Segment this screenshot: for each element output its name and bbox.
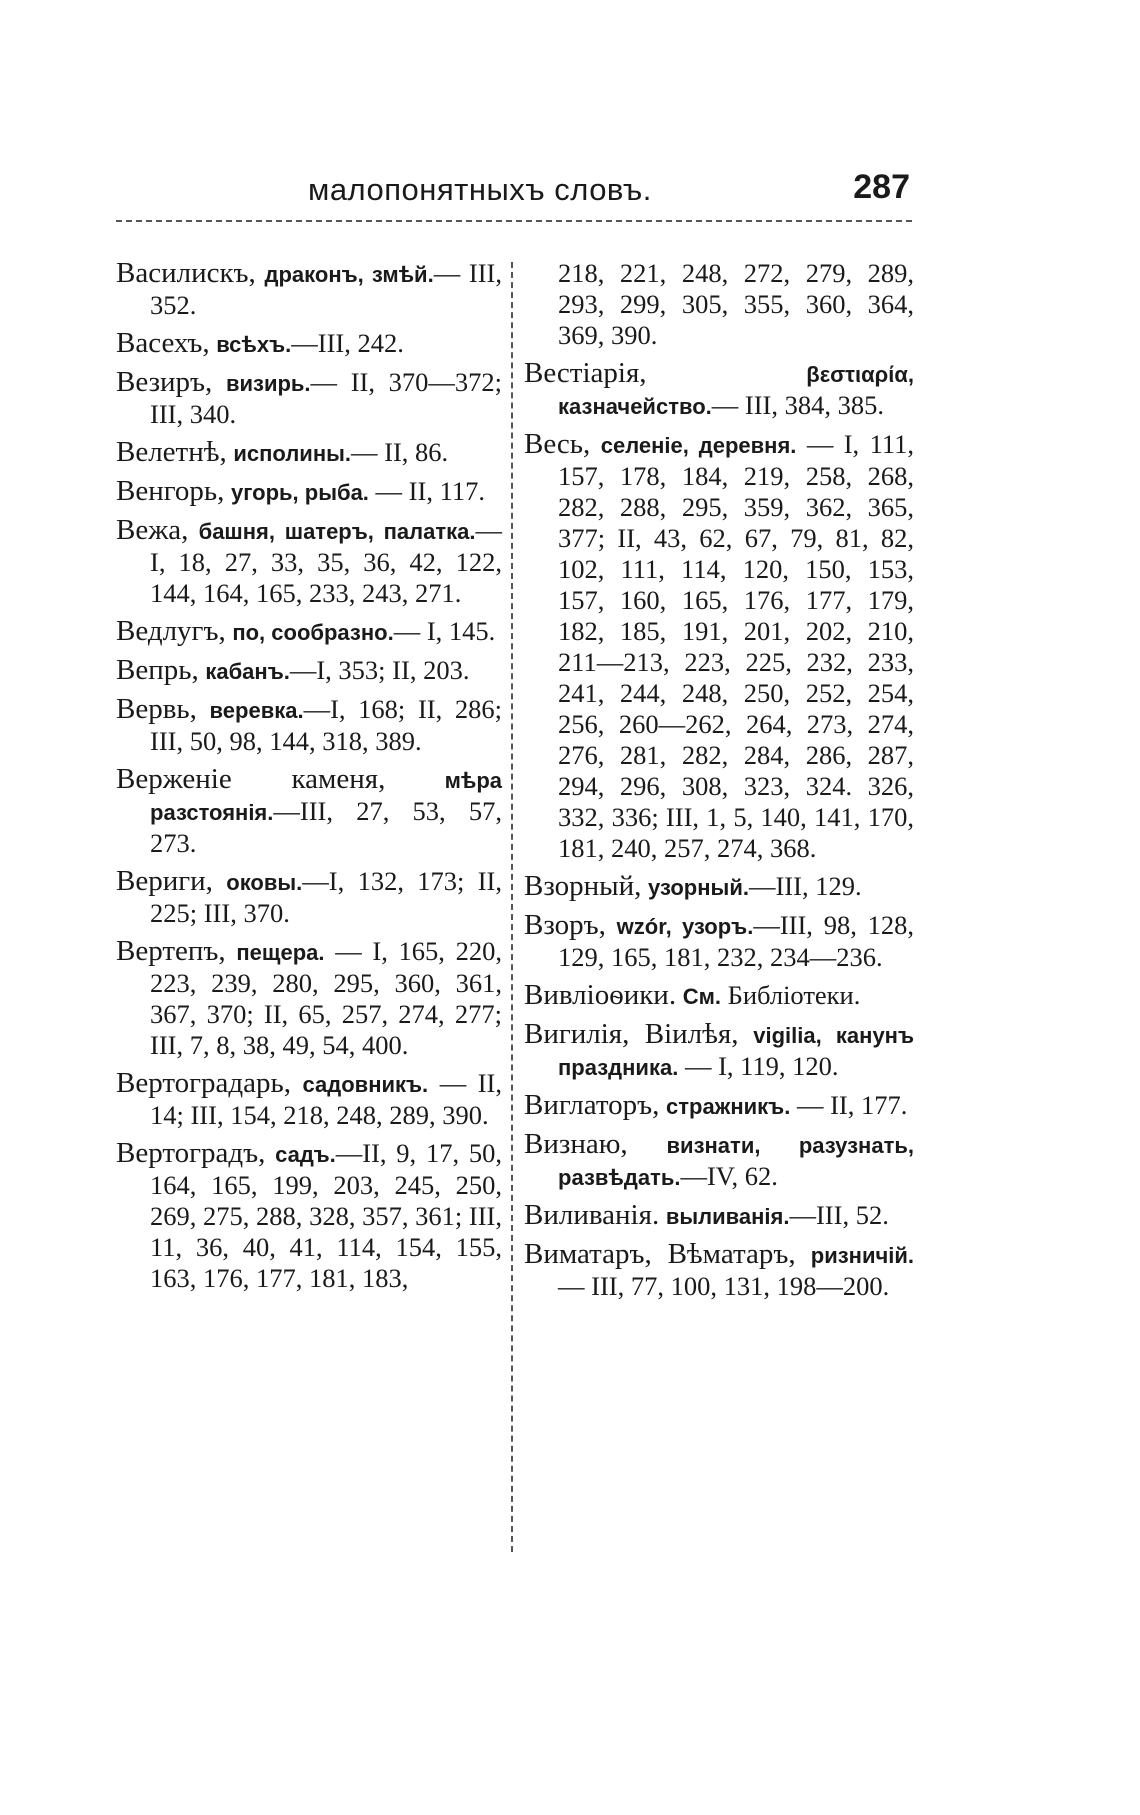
dictionary-entry: [116, 328, 502, 360]
running-title: малопонятныхъ словъ.: [308, 172, 652, 207]
entry-references: —III, 52.: [789, 1200, 889, 1230]
entry-gloss: выливанiя.: [665, 1204, 790, 1229]
entry-gloss: драконъ, змѣй.: [264, 262, 434, 287]
entry-references: — I, 111, 157, 178, 184, 219, 258, 268, 282, 288, 295, 359, 362, 365, 377; II, 43, 62, 67, 79, 81, 82, 102, 111, 114, 120, 150, 153, 157, 160, 165, 176, 177, 179, 182, 185, 191, 201, 202, 210, 211—213, 223, 225, 232, 233, 241, 244, 248, 250, 252, 254, 256, 260—262, 264, 273, 274, 276, 281, 282, 284, 286, 287, 294, 296, 308, 323, 324. 326, 332, 336; III, 1, 5, 140, 141, 170, 181, 240, 257, 274, 368.: [558, 429, 915, 863]
dictionary-entry: [116, 616, 502, 648]
entry-references: — III, 77, 100, 131, 198—200.: [558, 1271, 890, 1301]
column-divider: [511, 262, 513, 1552]
dictionary-entry: [524, 1239, 914, 1302]
entry-references: —II, 9, 17, 50, 164, 165, 199, 203, 245, 250, 269, 275, 288, 328, 357, 361; III, 11, 36, 40, 41, 114, 154, 155, 163, 176, 177, 181, 183,: [150, 1138, 502, 1293]
dictionary-entry: [524, 1090, 914, 1122]
dictionary-entry: [524, 1129, 914, 1193]
entry-headword: Венгорь,: [116, 475, 225, 507]
entry-references: —III, 242.: [291, 328, 404, 358]
right-column: [524, 258, 914, 1309]
entry-references: —I, 132, 173; II, 225; III, 370.: [150, 866, 503, 928]
dictionary-entry: [116, 655, 502, 687]
entry-headword: Вигилiя, Вiилѣя,: [524, 1018, 739, 1050]
dictionary-entry: [116, 866, 502, 929]
entry-gloss: всѣхъ.: [216, 332, 292, 357]
entry-gloss: См.: [682, 984, 721, 1009]
entry-headword: Верженiе каменя,: [116, 763, 386, 795]
entry-references: —IV, 62.: [680, 1161, 778, 1191]
entry-gloss: wzór, узоръ.: [616, 914, 754, 939]
entry-gloss: vigilia, канунъ праздника.: [558, 1023, 915, 1080]
entry-references: — I, 145.: [393, 616, 496, 646]
dictionary-entry: [116, 1138, 502, 1294]
entry-gloss: βεστιαρία, казначейство.: [558, 362, 914, 419]
running-header: [116, 168, 912, 222]
entry-headword: Вестiарiя,: [524, 357, 647, 389]
entry-gloss: пещера.: [236, 940, 325, 965]
page-number: 287: [853, 168, 910, 206]
dictionary-entry: [116, 367, 502, 430]
dictionary-entry: [524, 1019, 914, 1083]
entry-headword: Взорный,: [524, 870, 642, 902]
entry-gloss: башня, шатеръ, палатка.: [198, 519, 476, 544]
dictionary-entry: [524, 871, 914, 903]
entry-gloss: угорь, рыба.: [231, 480, 369, 505]
entry-headword: Вертоградъ,: [116, 1137, 266, 1169]
dictionary-entry: [116, 764, 502, 859]
entry-headword: Ведлугъ,: [116, 615, 226, 647]
entry-references: — II, 117.: [368, 476, 485, 506]
dictionary-entry: [524, 980, 914, 1012]
entry-references: — I, 165, 220, 223, 239, 280, 295, 360, 361, 367, 370; II, 65, 257, 274, 277; III, 7, 8, 38, 49, 54, 400.: [150, 936, 503, 1060]
entry-references: — II, 370—372; III, 340.: [150, 367, 502, 429]
entry-references: — III, 352.: [150, 258, 503, 320]
entry-gloss: исполины.: [233, 441, 352, 466]
entry-references: — II, 86.: [351, 437, 449, 467]
entry-headword: Вервь,: [116, 693, 197, 725]
entry-headword: Вертоградарь,: [116, 1067, 291, 1099]
entry-headword: Василискъ,: [116, 257, 256, 289]
entry-gloss: кабанъ.: [205, 659, 290, 684]
entry-gloss: по, сообразно.: [232, 620, 394, 645]
entry-references: —I, 18, 27, 33, 35, 36, 42, 122, 144, 164, 165, 233, 243, 271.: [150, 515, 502, 608]
entry-headword: Вериги,: [116, 865, 213, 897]
entry-headword: Васехъ,: [116, 327, 210, 359]
entry-headword: Визнаю,: [524, 1128, 628, 1160]
entry-headword: Велетнѣ,: [116, 436, 227, 468]
entry-headword: Вертепъ,: [116, 935, 226, 967]
dictionary-entry: [116, 476, 502, 508]
dictionary-entry: [116, 437, 502, 469]
entry-headword: Вивлiоѳики.: [524, 979, 677, 1011]
entry-gloss: визнати, разузнать, развѣдать.: [558, 1133, 914, 1190]
entry-headword: Виглаторъ,: [524, 1089, 660, 1121]
continued-references: 218, 221, 248, 272, 279, 289, 293, 299, 305, 355, 360, 364, 369, 390.: [558, 258, 914, 350]
entry-headword: Весь,: [524, 428, 591, 460]
entry-references: —III, 27, 53, 57, 273.: [150, 796, 502, 858]
dictionary-entry: [116, 1068, 502, 1131]
entry-gloss: визирь.: [225, 371, 311, 396]
entry-gloss: оковы.: [226, 870, 303, 895]
entry-gloss: садъ.: [275, 1142, 336, 1167]
entry-references: —III, 98, 128, 129, 165, 181, 232, 234—236.: [558, 910, 915, 972]
entry-references: Библiотеки.: [721, 980, 861, 1010]
entry-references: — I, 119, 120.: [678, 1051, 839, 1081]
entry-gloss: узорный.: [648, 875, 749, 900]
dictionary-entry: [524, 429, 914, 864]
dictionary-entry: [116, 515, 502, 609]
dictionary-entry: [116, 258, 502, 321]
entry-headword: Везиръ,: [116, 366, 213, 398]
dictionary-entry: [524, 1200, 914, 1232]
dictionary-entry: [524, 358, 914, 422]
dictionary-entry: [116, 936, 502, 1061]
entry-gloss: веревка.: [209, 698, 304, 723]
entry-references: —I, 353; II, 203.: [289, 655, 470, 685]
entry-headword: Вежа,: [116, 514, 189, 546]
entry-references: — II, 14; III, 154, 218, 248, 289, 390.: [150, 1068, 502, 1130]
dictionary-entry: [524, 910, 914, 973]
entry-references: — II, 177.: [790, 1090, 908, 1120]
entry-headword: Виматаръ, Вѣматаръ,: [524, 1238, 796, 1270]
entry-headword: Взоръ,: [524, 909, 606, 941]
entry-gloss: селенiе, деревня.: [600, 433, 797, 458]
entry-gloss: садовникъ.: [302, 1072, 429, 1097]
entry-references: —III, 129.: [748, 871, 862, 901]
entry-headword: Виливанiя.: [524, 1199, 660, 1231]
entry-gloss: ризничiй.: [810, 1243, 914, 1268]
left-column: [116, 258, 502, 1301]
entry-references: — III, 384, 385.: [711, 390, 884, 420]
entry-references: —I, 168; II, 286; III, 50, 98, 144, 318, 389.: [150, 694, 502, 756]
entry-gloss: мѣра разстоянiя.: [150, 768, 503, 825]
entry-headword: Вепрь,: [116, 654, 199, 686]
header-rule: [116, 220, 912, 222]
dictionary-entry: [116, 694, 502, 757]
entry-gloss: стражникъ.: [666, 1094, 791, 1119]
